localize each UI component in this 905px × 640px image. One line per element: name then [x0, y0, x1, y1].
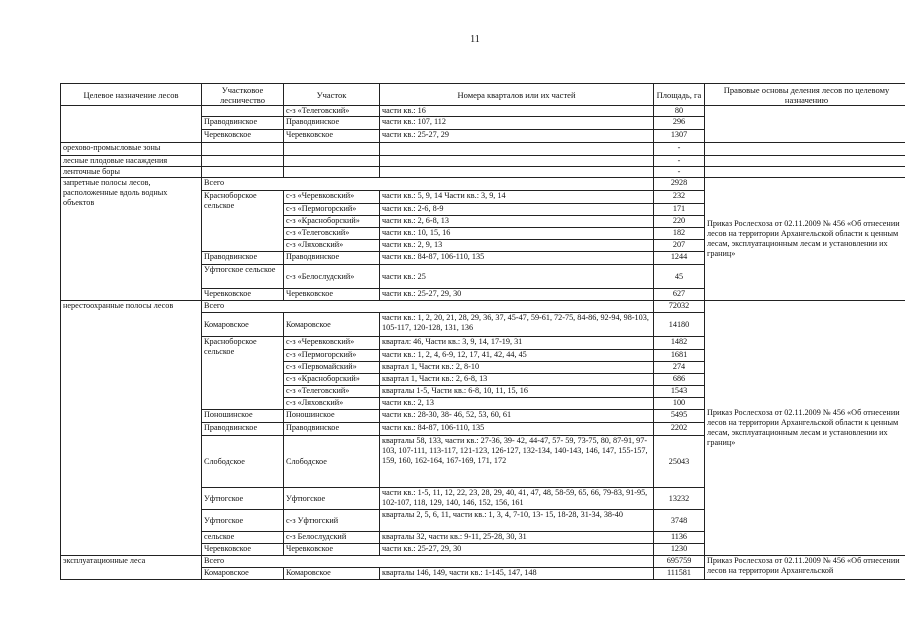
table-header-row	[61, 84, 905, 106]
area-cell: 14180	[654, 313, 705, 337]
quarters-cell: кварталы 146, 149, части кв.: 1-145, 147, 148	[380, 568, 654, 580]
plot-cell: Праводвинское	[284, 252, 380, 265]
forest-purpose-table	[60, 83, 905, 580]
quarters-cell: части кв.: 25	[380, 265, 654, 289]
plot-cell: Праводвинское	[284, 423, 380, 436]
district-cell: Комаровское	[202, 313, 284, 337]
page-number: 11	[470, 34, 480, 45]
quarters-cell: части кв.: 107, 112	[380, 117, 654, 130]
area-cell: 686	[654, 374, 705, 386]
area-cell: 182	[654, 228, 705, 240]
total-label: Всего	[202, 301, 654, 313]
plot-cell: с-з «Ляховский»	[284, 398, 380, 410]
district-cell: Черевковское	[202, 130, 284, 143]
quarters-cell: квартал: 46, Части кв.: 3, 9, 14, 17-19, 31	[380, 337, 654, 350]
area-cell: 80	[654, 106, 705, 117]
district-cell: Праводвинское	[202, 117, 284, 130]
district-cell: Уфтюгское сельское	[202, 265, 284, 289]
area-cell: 695759	[654, 556, 705, 568]
area-cell: 171	[654, 204, 705, 216]
plot-cell: с-з Белослудский	[284, 532, 380, 544]
area-cell: 1230	[654, 544, 705, 556]
purpose-cell: нерестоохранные полосы лесов	[61, 301, 202, 556]
purpose-cell: эксплуатационные леса	[61, 556, 202, 580]
area-cell: 1307	[654, 130, 705, 143]
purpose-cell	[61, 106, 202, 143]
area-cell: 232	[654, 191, 705, 204]
purpose-cell: орехово-промысловые зоны	[61, 143, 202, 156]
district-cell: Красноборское сельское	[202, 337, 284, 410]
area-cell: 5495	[654, 410, 705, 423]
plot-cell: с-з «Белослудский»	[284, 265, 380, 289]
plot-cell: с-з «Черевковский»	[284, 337, 380, 350]
quarters-cell: части кв.: 10, 15, 16	[380, 228, 654, 240]
area-cell: 627	[654, 289, 705, 301]
district-cell: Черевковское	[202, 544, 284, 556]
area-cell: 2202	[654, 423, 705, 436]
district-cell: Слободское	[202, 436, 284, 488]
plot-cell: Черевковское	[284, 289, 380, 301]
legal-cell	[705, 106, 905, 143]
quarters-cell: части кв.: 2, 13	[380, 398, 654, 410]
purpose-cell: запретные полосы лесов, расположенные вдоль водных объектов	[61, 178, 202, 301]
area-cell: -	[654, 167, 705, 178]
area-cell: 111581	[654, 568, 705, 580]
quarters-cell: части кв.: 2, 9, 13	[380, 240, 654, 252]
quarters-cell: части кв.: 5, 9, 14 Части кв.: 3, 9, 14	[380, 191, 654, 204]
plot-cell: с-з «Ляховский»	[284, 240, 380, 252]
purpose-cell: ленточные боры	[61, 167, 202, 178]
purpose-cell: лесные плодовые насаждения	[61, 156, 202, 167]
quarters-cell: части кв.: 1, 2, 20, 21, 28, 29, 36, 37, 45-47, 59-61, 72-75, 84-86, 92-94, 98-103, 105-117, 120-128, 131, 136	[380, 313, 654, 337]
plot-cell: с-з «Пермогорский»	[284, 204, 380, 216]
total-label: Всего	[202, 556, 654, 568]
quarters-cell: части кв.: 1-5, 11, 12, 22, 23, 28, 29, 40, 41, 47, 48, 58-59, 65, 66, 79-83, 91-95, 102-107, 118, 129, 140, 146, 152, 156, 161	[380, 488, 654, 510]
district-cell: Комаровское	[202, 568, 284, 580]
district-cell: Поношинское	[202, 410, 284, 423]
quarters-cell: кварталы 32, части кв.: 9-11, 25-28, 30, 31	[380, 532, 654, 544]
area-cell: 72032	[654, 301, 705, 313]
area-cell: -	[654, 143, 705, 156]
area-cell: 220	[654, 216, 705, 228]
header-area: Площадь, га	[654, 84, 705, 106]
plot-cell: Черевковское	[284, 544, 380, 556]
plot-cell: Комаровское	[284, 568, 380, 580]
header-quarters: Номера кварталов или их частей	[380, 84, 654, 106]
quarters-cell: части кв.: 16	[380, 106, 654, 117]
header-district: Участковое лесничество	[202, 84, 284, 106]
quarters-cell: части кв.: 25-27, 29, 30	[380, 544, 654, 556]
table-row	[61, 178, 905, 191]
area-cell: 3748	[654, 510, 705, 532]
plot-cell: Поношинское	[284, 410, 380, 423]
quarters-cell: кварталы 1-5, Части кв.: 6-8, 10, 11, 15, 16	[380, 386, 654, 398]
district-cell: Уфтюгское	[202, 510, 284, 532]
area-cell: 274	[654, 362, 705, 374]
district-cell: Черевковское	[202, 289, 284, 301]
total-label: Всего	[202, 178, 654, 191]
header-purpose: Целевое назначение лесов	[61, 84, 202, 106]
plot-cell: Уфтюгское	[284, 488, 380, 510]
table-row	[61, 301, 905, 313]
plot-cell: Праводвинское	[284, 117, 380, 130]
area-cell: 207	[654, 240, 705, 252]
quarters-cell: части кв.: 2, 6-8, 13	[380, 216, 654, 228]
quarters-cell: части кв.: 84-87, 106-110, 135	[380, 423, 654, 436]
district-cell: Уфтюгское	[202, 488, 284, 510]
plot-cell: с-з «Телеговский»	[284, 106, 380, 117]
plot-cell: Слободское	[284, 436, 380, 488]
plot-cell: с-з «Первомайский»	[284, 362, 380, 374]
area-cell: 100	[654, 398, 705, 410]
area-cell: 1136	[654, 532, 705, 544]
area-cell: 25043	[654, 436, 705, 488]
plot-cell: Комаровское	[284, 313, 380, 337]
district-cell: сельское	[202, 532, 284, 544]
district-cell: Праводвинское	[202, 252, 284, 265]
quarters-cell: части кв.: 25-27, 29	[380, 130, 654, 143]
area-cell: 296	[654, 117, 705, 130]
quarters-cell: части кв.: 28-30, 38- 46, 52, 53, 60, 61	[380, 410, 654, 423]
area-cell: 2928	[654, 178, 705, 191]
quarters-cell: части кв.: 25-27, 29, 30	[380, 289, 654, 301]
table-row	[61, 556, 905, 568]
district-cell: Праводвинское	[202, 423, 284, 436]
quarters-cell: квартал 1, Части кв.: 2, 8-10	[380, 362, 654, 374]
area-cell: 1681	[654, 350, 705, 362]
table-row	[61, 106, 905, 117]
quarters-cell: квартал 1, Части кв.: 2, 6-8, 13	[380, 374, 654, 386]
quarters-cell: кварталы 58, 133, части кв.: 27-36, 39- 42, 44-47, 57- 59, 73-75, 80, 87-91, 97-103, 107-111, 113-117, 121-123, 126-127, 132-134, 140-143, 146, 147, 155-157, 159, 160, 162-164, 167-169, 171, 172	[380, 436, 654, 488]
area-cell: 1482	[654, 337, 705, 350]
table-row	[61, 143, 905, 156]
table-row	[61, 156, 905, 167]
legal-cell: Приказ Рослесхоза от 02.11.2009 № 456 «Об отнесении лесов на территории Архангельской	[705, 556, 905, 580]
area-cell: 45	[654, 265, 705, 289]
plot-cell: с-з «Телеговский»	[284, 386, 380, 398]
plot-cell: с-з «Телеговский»	[284, 228, 380, 240]
table-row	[61, 167, 905, 178]
area-cell: 1543	[654, 386, 705, 398]
quarters-cell: части кв.: 2-6, 8-9	[380, 204, 654, 216]
area-cell: -	[654, 156, 705, 167]
quarters-cell: кварталы 2, 5, 6, 11, части кв.: 1, 3, 4, 7-10, 13- 15, 18-28, 31-34, 38-40	[380, 510, 654, 532]
plot-cell: Черевковское	[284, 130, 380, 143]
district-cell: Красноборское сельское	[202, 191, 284, 252]
plot-cell: с-з «Красноборский»	[284, 374, 380, 386]
legal-cell: Приказ Рослесхоза от 02.11.2009 № 456 «Об отнесении лесов на территории Архангельской области к ценным лесам, эксплуатационным лесам и установлении их границ»	[705, 178, 905, 301]
plot-cell: с-з «Красноборский»	[284, 216, 380, 228]
district-cell	[202, 106, 284, 117]
area-cell: 13232	[654, 488, 705, 510]
plot-cell: с-з «Черевковский»	[284, 191, 380, 204]
header-legal: Правовые основы деления лесов по целевому назначению	[705, 84, 905, 106]
plot-cell: с-з Уфтюгский	[284, 510, 380, 532]
quarters-cell: части кв.: 84-87, 106-110, 135	[380, 252, 654, 265]
legal-cell: Приказ Рослесхоза от 02.11.2009 № 456 «Об отнесении лесов на территории Архангельской области к ценным лесам, эксплуатационным лесам и установлении их границ»	[705, 301, 905, 556]
header-plot: Участок	[284, 84, 380, 106]
plot-cell: с-з «Пермогорский»	[284, 350, 380, 362]
area-cell: 1244	[654, 252, 705, 265]
quarters-cell: части кв.: 1, 2, 4, 6-9, 12, 17, 41, 42, 44, 45	[380, 350, 654, 362]
